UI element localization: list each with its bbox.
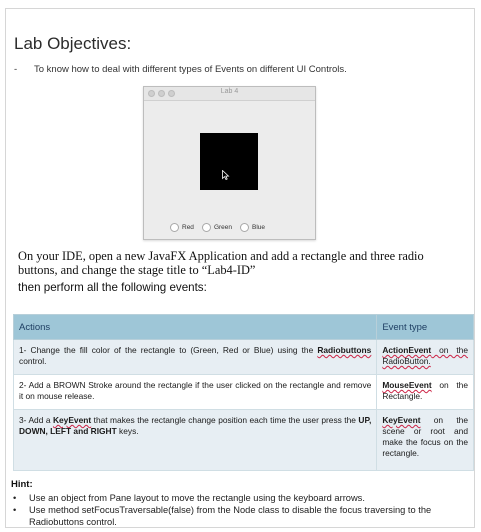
mouse-cursor-icon (222, 170, 230, 180)
action-cell: 3- Add a KeyEvent that makes the rectangle change position each time the user press the UP, DOWN, LEFT and RIGHT keys. (14, 410, 377, 471)
objective-text: To know how to deal with different types of Events on different UI Controls. (34, 64, 347, 75)
table-row (14, 410, 474, 471)
radio-group (170, 223, 265, 232)
radio-circle-icon (240, 223, 249, 232)
events-table (13, 314, 474, 471)
bullet-icon: • (13, 493, 17, 503)
header-actions: Actions (14, 315, 377, 340)
event-cell: ActionEvent on the RadioButton. (377, 340, 474, 375)
bullet-icon: • (13, 505, 17, 515)
event-cell: KeyEvent on the scene or root and make the focus on the rectangle. (377, 410, 474, 471)
intro-subline: then perform all the following events: (18, 281, 207, 294)
objective-item (14, 64, 347, 75)
black-rectangle (200, 133, 258, 190)
radio-green (202, 223, 232, 232)
window-title: Lab 4 (220, 88, 239, 95)
table-header-row (14, 315, 474, 340)
window-titlebar (144, 87, 315, 101)
sample-window-screenshot (143, 86, 316, 240)
event-cell: MouseEvent on the Rectangle. (377, 375, 474, 410)
radio-label: Green (213, 224, 233, 231)
table-row (14, 375, 474, 410)
action-cell: 1- Change the fill color of the rectangle to (Green, Red or Blue) using the Radiobuttons control. (14, 340, 377, 375)
hint-item: • Use method setFocusTraversable(false) from the Node class to disable the focus traversing to the Radiobuttons control. (13, 505, 432, 527)
hint-item: • Use an object from Pane layout to move the rectangle using the keyboard arrows. (13, 493, 365, 503)
radio-blue (240, 223, 265, 232)
page-title: Lab Objectives: (14, 34, 132, 53)
radio-red (170, 223, 194, 232)
radio-label: Blue (252, 224, 266, 231)
radio-circle-icon (170, 223, 179, 232)
table-row (14, 340, 474, 375)
radio-circle-icon (202, 223, 211, 232)
header-event-type: Event type (377, 315, 474, 340)
hint-list (11, 492, 471, 528)
action-cell: 2- Add a BROWN Stroke around the rectangle if the user clicked on the rectangle and remove it on mouse release. (14, 375, 377, 410)
objective-dash: - (14, 64, 18, 75)
intro-paragraph: On your IDE, open a new JavaFX Application and add a rectangle and three radio buttons, and change the stage title to “Lab4-ID” (18, 249, 424, 277)
hint-title: Hint: (11, 479, 33, 490)
radio-label: Red (182, 224, 194, 231)
